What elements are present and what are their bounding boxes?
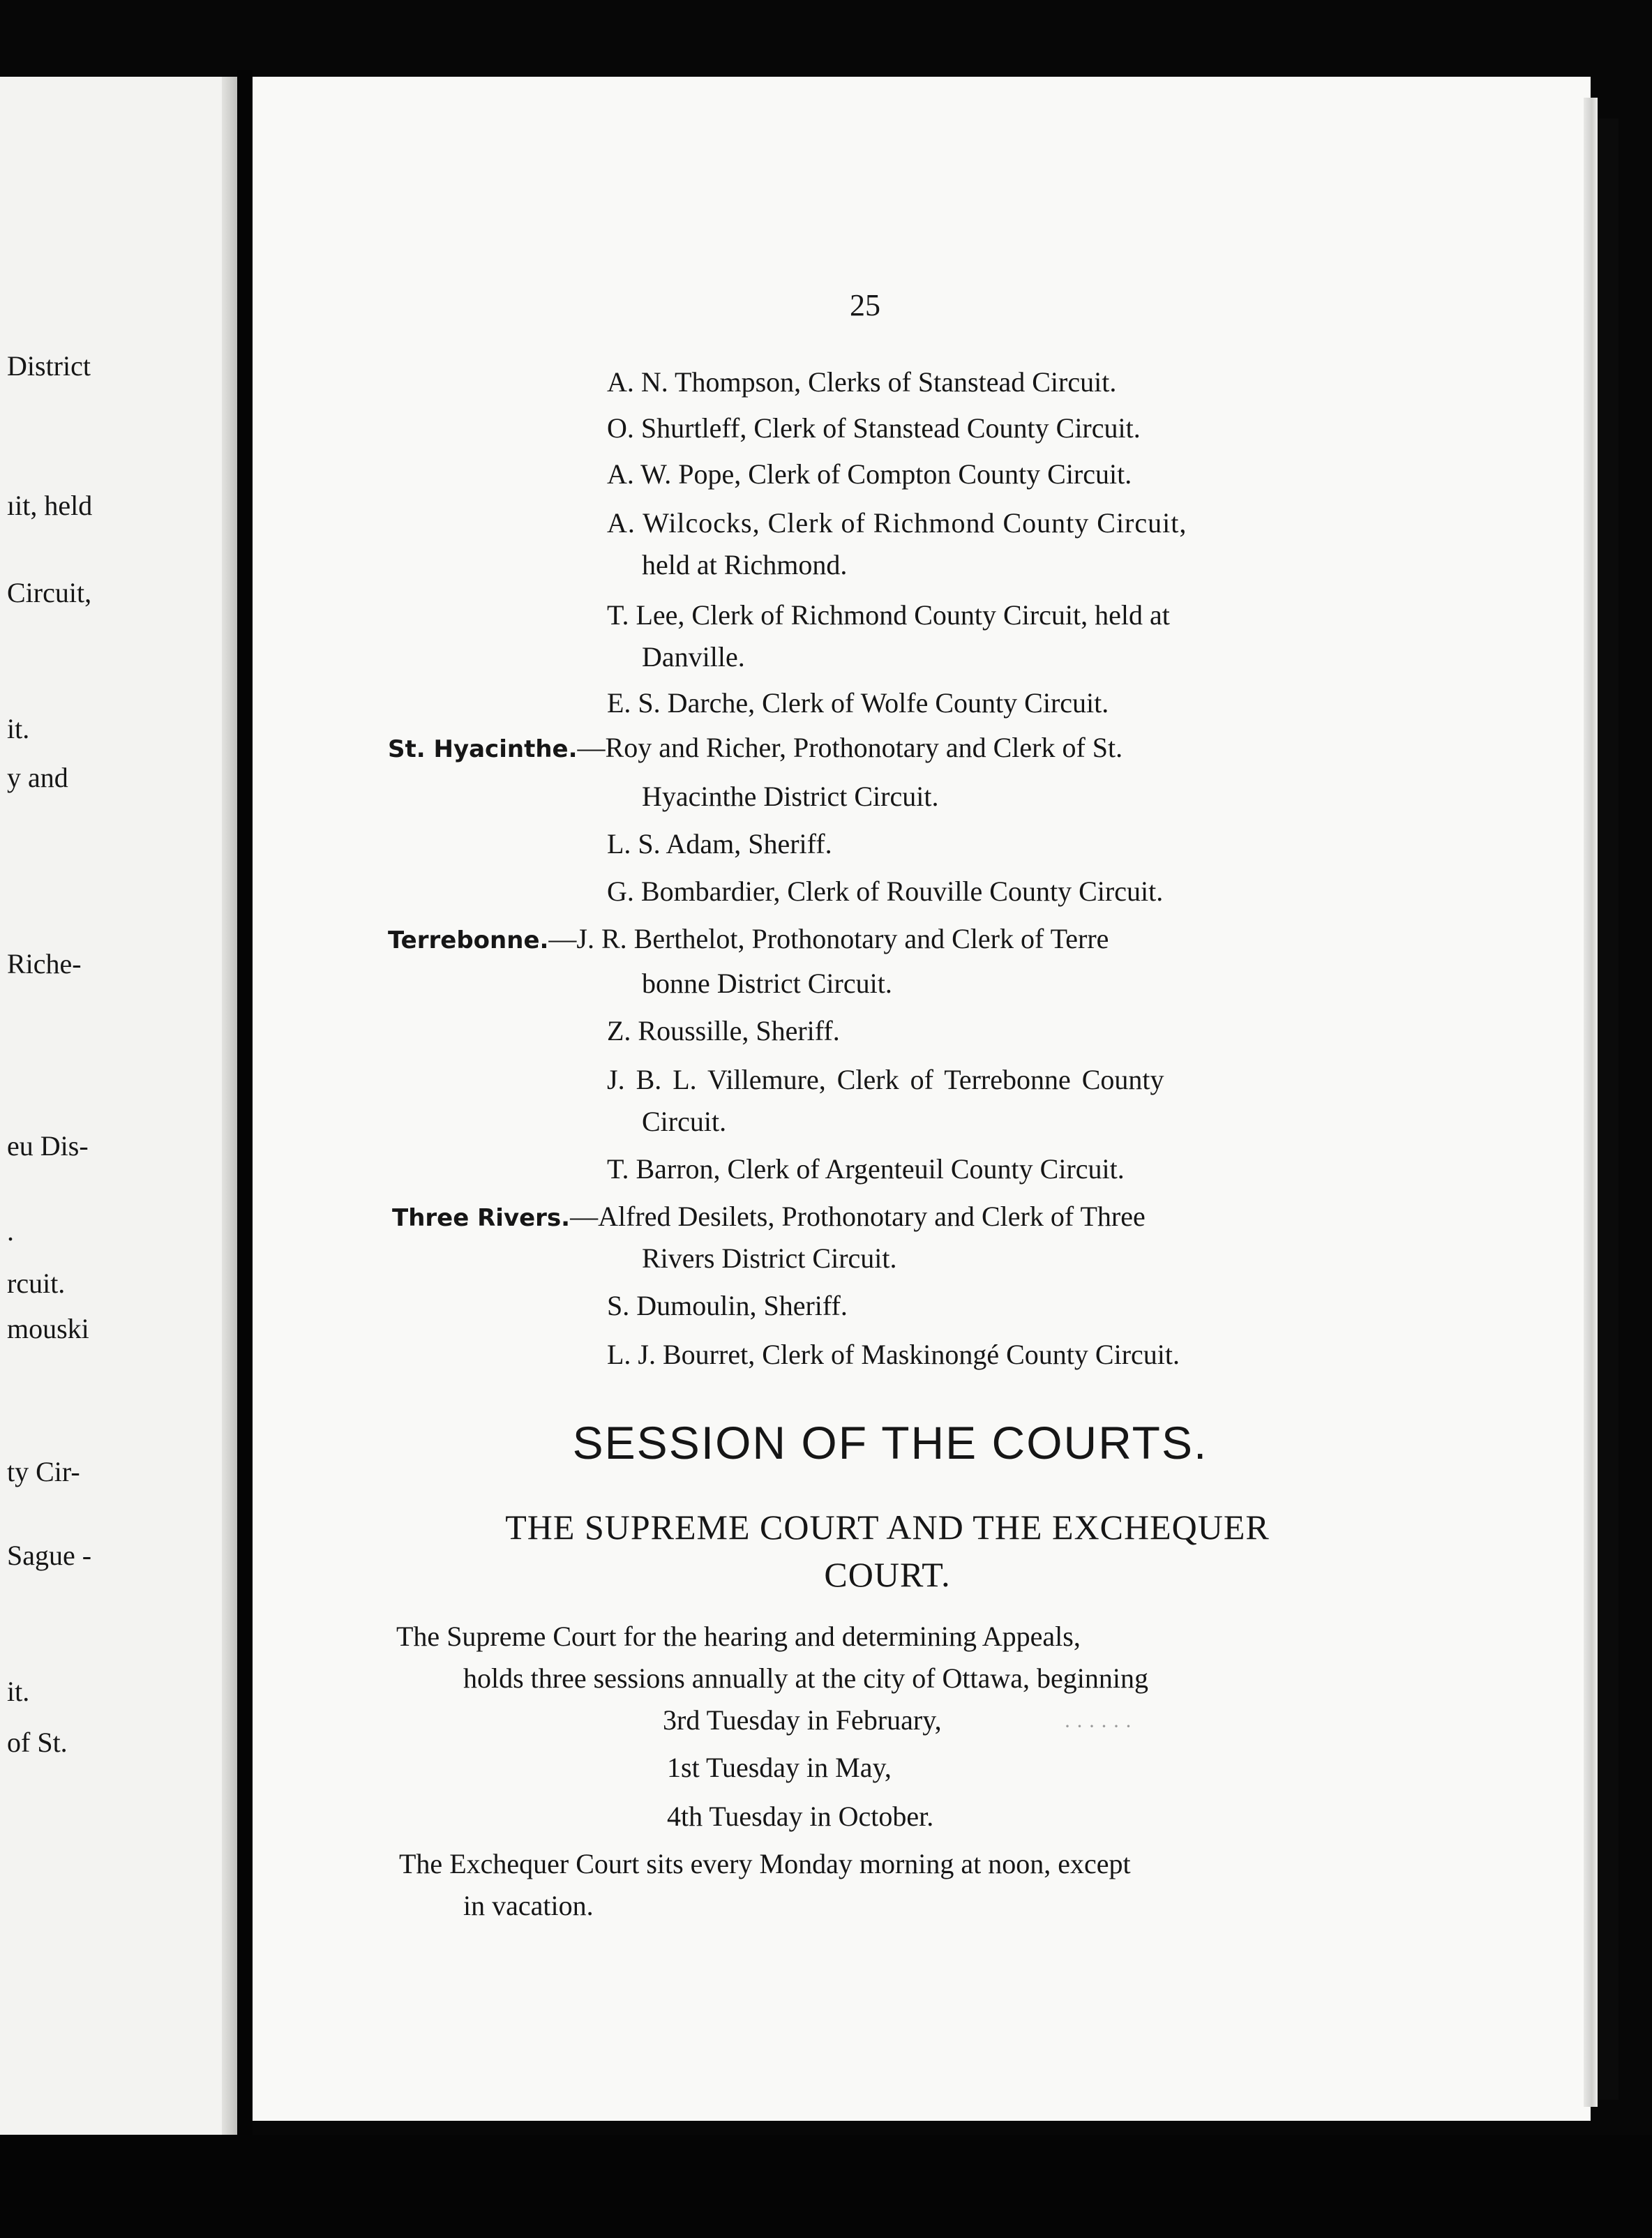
list-entry-continuation: Circuit. <box>642 1106 727 1137</box>
list-entry-continuation: Rivers District Circuit. <box>642 1242 897 1274</box>
session-date: 4th Tuesday in October. <box>667 1801 934 1832</box>
scan-border-right <box>1598 119 1619 2100</box>
subsection-title-continuation: COURT. <box>824 1555 951 1594</box>
left-fragment: y and <box>7 762 68 793</box>
left-fragment: mouski <box>7 1313 89 1344</box>
book-spine <box>237 70 253 2142</box>
left-fragment: Circuit, <box>7 577 92 608</box>
list-entry: T. Barron, Clerk of Argenteuil County Circuit. <box>607 1153 1125 1185</box>
page-edge-shadow <box>1584 98 1598 2107</box>
list-entry: O. Shurtleff, Clerk of Stanstead County Circuit. <box>607 412 1141 444</box>
list-entry-continuation: Danville. <box>642 641 745 673</box>
subsection-title: THE SUPREME COURT AND THE EXCHEQUER <box>505 1508 1270 1547</box>
page-gutter-shadow <box>222 77 239 2135</box>
left-fragment: rcuit. <box>7 1268 66 1299</box>
paragraph-line: in vacation. <box>463 1890 594 1921</box>
section-title: SESSION OF THE COURTS. <box>572 1417 1208 1469</box>
paragraph-line: holds three sessions annually at the city of Ottawa, beginning <box>463 1662 1149 1694</box>
left-fragment: Riche- <box>7 948 82 979</box>
left-fragment: Sague - <box>7 1540 92 1571</box>
list-entry: Z. Roussille, Sheriff. <box>607 1015 840 1046</box>
list-entry: T. Lee, Clerk of Richmond County Circuit, held at <box>607 599 1170 631</box>
left-fragment: it. <box>7 713 30 744</box>
list-entry: L. J. Bourret, Clerk of Maskinongé County Circuit. <box>607 1339 1180 1370</box>
district-text: —J. R. Berthelot, Prothonotary and Clerk of Terre <box>548 923 1109 954</box>
left-fragment: ty Cir- <box>7 1456 80 1487</box>
list-entry: L. S. Adam, Sheriff. <box>607 828 832 859</box>
left-fragment: . <box>7 1215 14 1247</box>
list-entry: G. Bombardier, Clerk of Rouville County Circuit. <box>607 876 1164 907</box>
ink-dots: · · · · · · <box>1064 1715 1132 1738</box>
paragraph-line: The Supreme Court for the hearing and determining Appeals, <box>396 1621 1081 1652</box>
session-date: 1st Tuesday in May, <box>667 1752 892 1783</box>
previous-page <box>0 77 237 2135</box>
left-fragment: it. <box>7 1676 30 1707</box>
district-text: —Alfred Desilets, Prothonotary and Clerk of Three <box>570 1201 1146 1232</box>
scan-border-bottom <box>0 2135 1652 2238</box>
district-entry <box>388 734 1122 762</box>
list-entry-continuation: Hyacinthe District Circuit. <box>642 781 939 812</box>
session-date: 3rd Tuesday in February, <box>663 1704 942 1736</box>
district-text: —Roy and Richer, Prothonotary and Clerk of St. <box>577 732 1123 763</box>
page-number: 25 <box>850 288 880 322</box>
left-fragment: of St. <box>7 1727 68 1758</box>
list-entry: A. N. Thompson, Clerks of Stanstead Circuit. <box>607 366 1117 398</box>
list-entry: A. W. Pope, Clerk of Compton County Circuit. <box>607 458 1132 490</box>
list-entry: E. S. Darche, Clerk of Wolfe County Circuit. <box>607 687 1109 719</box>
left-fragment: eu Dis- <box>7 1130 89 1162</box>
list-entry: A. Wilcocks, Clerk of Richmond County Circuit, <box>607 507 1187 539</box>
district-entry <box>388 925 1109 953</box>
district-label: Three Rivers. <box>392 1204 571 1232</box>
paragraph-line: The Exchequer Court sits every Monday morning at noon, except <box>399 1848 1131 1879</box>
district-entry <box>392 1203 1146 1231</box>
district-label: St. Hyacinthe. <box>388 735 578 763</box>
list-entry: S. Dumoulin, Sheriff. <box>607 1290 848 1321</box>
list-entry-continuation: held at Richmond. <box>642 549 848 580</box>
list-entry: J. B. L. Villemure, Clerk of Terrebonne County <box>607 1064 1164 1095</box>
left-fragment: District <box>7 350 91 382</box>
left-fragment: ıit, held <box>7 490 93 521</box>
district-label: Terrebonne. <box>388 926 549 954</box>
list-entry-continuation: bonne District Circuit. <box>642 968 892 999</box>
